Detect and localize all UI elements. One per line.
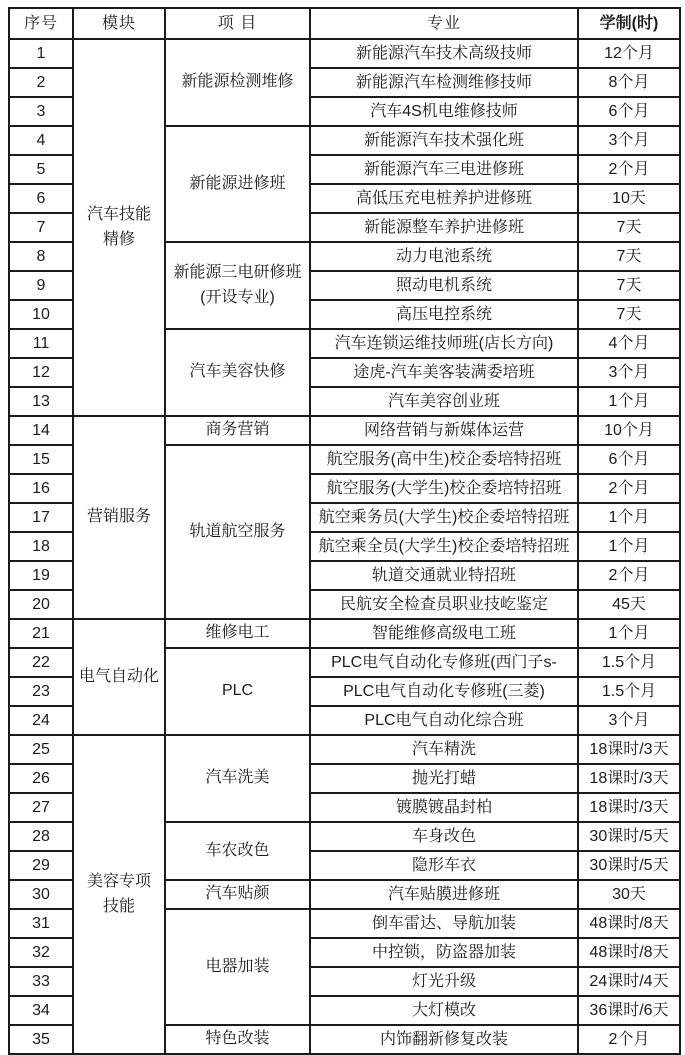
major-cell: 新能源汽车检测维修技师 xyxy=(310,68,578,97)
seq-cell: 32 xyxy=(9,938,73,967)
duration-cell: 1个月 xyxy=(578,387,680,416)
duration-cell: 2个月 xyxy=(578,1025,680,1054)
major-cell: 倒车雷达、导航加装 xyxy=(310,909,578,938)
major-cell: 灯光升级 xyxy=(310,967,578,996)
seq-cell: 19 xyxy=(9,561,73,590)
major-cell: 大灯模改 xyxy=(310,996,578,1025)
major-cell: 轨道交通就业特招班 xyxy=(310,561,578,590)
seq-cell: 33 xyxy=(9,967,73,996)
seq-cell: 25 xyxy=(9,735,73,764)
duration-cell: 7天 xyxy=(578,213,680,242)
duration-cell: 36课时/6天 xyxy=(578,996,680,1025)
duration-cell: 10天 xyxy=(578,184,680,213)
seq-cell: 24 xyxy=(9,706,73,735)
major-cell: 中控锁，防盗器加装 xyxy=(310,938,578,967)
module-cell: 美容专项 技能 xyxy=(73,735,165,1054)
duration-cell: 1个月 xyxy=(578,503,680,532)
duration-cell: 2个月 xyxy=(578,474,680,503)
seq-cell: 1 xyxy=(9,39,73,68)
table-header xyxy=(9,8,680,39)
seq-cell: 28 xyxy=(9,822,73,851)
duration-cell: 8个月 xyxy=(578,68,680,97)
seq-cell: 3 xyxy=(9,97,73,126)
duration-cell: 7天 xyxy=(578,300,680,329)
seq-cell: 22 xyxy=(9,648,73,677)
header-project: 项 目 xyxy=(165,8,310,39)
duration-cell: 48课时/8天 xyxy=(578,938,680,967)
major-cell: 航空乘务员(大学生)校企委培特招班 xyxy=(310,503,578,532)
project-cell: 新能源三电研修班 (开设专业) xyxy=(165,242,310,329)
header-duration: 学制(时) xyxy=(578,8,680,39)
duration-cell: 1.5个月 xyxy=(578,648,680,677)
seq-cell: 16 xyxy=(9,474,73,503)
seq-cell: 13 xyxy=(9,387,73,416)
major-cell: 新能源整车养护进修班 xyxy=(310,213,578,242)
header-module: 模块 xyxy=(73,8,165,39)
seq-cell: 9 xyxy=(9,271,73,300)
project-cell: 维修电工 xyxy=(165,619,310,648)
project-cell: 新能源检测堆修 xyxy=(165,39,310,126)
major-cell: 民航安全检查员职业技屹鉴定 xyxy=(310,590,578,619)
duration-cell: 48课时/8天 xyxy=(578,909,680,938)
seq-cell: 4 xyxy=(9,126,73,155)
duration-cell: 24课时/4天 xyxy=(578,967,680,996)
project-cell: PLC xyxy=(165,648,310,735)
major-cell: 车身改色 xyxy=(310,822,578,851)
seq-cell: 12 xyxy=(9,358,73,387)
header-row xyxy=(9,8,680,39)
duration-cell: 6个月 xyxy=(578,445,680,474)
major-cell: 抛光打蜡 xyxy=(310,764,578,793)
duration-cell: 3个月 xyxy=(578,126,680,155)
major-cell: 网络营销与新媒体运营 xyxy=(310,416,578,445)
table-row xyxy=(9,619,680,648)
course-catalog-table xyxy=(8,7,681,1055)
header-major: 专业 xyxy=(310,8,578,39)
duration-cell: 18课时/3天 xyxy=(578,735,680,764)
major-cell: PLC电气自动化专修班(西门子s- xyxy=(310,648,578,677)
seq-cell: 5 xyxy=(9,155,73,184)
seq-cell: 21 xyxy=(9,619,73,648)
project-cell: 商务营销 xyxy=(165,416,310,445)
module-cell: 营销服务 xyxy=(73,416,165,619)
major-cell: PLC电气自动化综合班 xyxy=(310,706,578,735)
seq-cell: 29 xyxy=(9,851,73,880)
duration-cell: 30天 xyxy=(578,880,680,909)
seq-cell: 23 xyxy=(9,677,73,706)
duration-cell: 6个月 xyxy=(578,97,680,126)
major-cell: 航空服务(高中生)校企委培特招班 xyxy=(310,445,578,474)
project-cell: 电器加装 xyxy=(165,909,310,1025)
seq-cell: 7 xyxy=(9,213,73,242)
table-row xyxy=(9,735,680,764)
seq-cell: 6 xyxy=(9,184,73,213)
seq-cell: 30 xyxy=(9,880,73,909)
seq-cell: 17 xyxy=(9,503,73,532)
major-cell: 新能源汽车技术高级技师 xyxy=(310,39,578,68)
seq-cell: 8 xyxy=(9,242,73,271)
table-row xyxy=(9,416,680,445)
seq-cell: 14 xyxy=(9,416,73,445)
duration-cell: 18课时/3天 xyxy=(578,793,680,822)
seq-cell: 27 xyxy=(9,793,73,822)
project-cell: 汽车洗美 xyxy=(165,735,310,822)
duration-cell: 12个月 xyxy=(578,39,680,68)
project-cell: 车农改色 xyxy=(165,822,310,880)
major-cell: 途虎-汽车美客装满委培班 xyxy=(310,358,578,387)
table-row xyxy=(9,39,680,68)
major-cell: 内饰翻新修复改装 xyxy=(310,1025,578,1054)
duration-cell: 30课时/5天 xyxy=(578,822,680,851)
duration-cell: 3个月 xyxy=(578,358,680,387)
duration-cell: 45天 xyxy=(578,590,680,619)
seq-cell: 11 xyxy=(9,329,73,358)
duration-cell: 10个月 xyxy=(578,416,680,445)
major-cell: 隐形车衣 xyxy=(310,851,578,880)
seq-cell: 34 xyxy=(9,996,73,1025)
duration-cell: 2个月 xyxy=(578,155,680,184)
major-cell: 汽车贴膜进修班 xyxy=(310,880,578,909)
major-cell: 航空服务(大学生)校企委培特招班 xyxy=(310,474,578,503)
project-cell: 特色改装 xyxy=(165,1025,310,1054)
duration-cell: 4个月 xyxy=(578,329,680,358)
project-cell: 轨道航空服务 xyxy=(165,445,310,619)
major-cell: 汽车美容创业班 xyxy=(310,387,578,416)
duration-cell: 7天 xyxy=(578,271,680,300)
major-cell: 智能维修高级电工班 xyxy=(310,619,578,648)
seq-cell: 31 xyxy=(9,909,73,938)
project-cell: 新能源进修班 xyxy=(165,126,310,242)
seq-cell: 2 xyxy=(9,68,73,97)
module-cell: 汽车技能 精修 xyxy=(73,39,165,416)
seq-cell: 26 xyxy=(9,764,73,793)
seq-cell: 18 xyxy=(9,532,73,561)
major-cell: 照动电机系统 xyxy=(310,271,578,300)
project-cell: 汽车贴颜 xyxy=(165,880,310,909)
duration-cell: 30课时/5天 xyxy=(578,851,680,880)
seq-cell: 20 xyxy=(9,590,73,619)
module-cell: 电气自动化 xyxy=(73,619,165,735)
duration-cell: 1个月 xyxy=(578,532,680,561)
table-body xyxy=(9,39,680,1054)
project-cell: 汽车美容快修 xyxy=(165,329,310,416)
duration-cell: 1.5个月 xyxy=(578,677,680,706)
header-seq: 序号 xyxy=(9,8,73,39)
duration-cell: 1个月 xyxy=(578,619,680,648)
major-cell: 汽车4S机电维修技师 xyxy=(310,97,578,126)
major-cell: 汽车连锁运维技师班(店长方向) xyxy=(310,329,578,358)
major-cell: 航空乘全员(大学生)校企委培特招班 xyxy=(310,532,578,561)
major-cell: PLC电气自动化专修班(三菱) xyxy=(310,677,578,706)
major-cell: 动力电池系统 xyxy=(310,242,578,271)
major-cell: 镀膜镀晶封柏 xyxy=(310,793,578,822)
major-cell: 新能源汽车三电进修班 xyxy=(310,155,578,184)
seq-cell: 10 xyxy=(9,300,73,329)
duration-cell: 3个月 xyxy=(578,706,680,735)
duration-cell: 7天 xyxy=(578,242,680,271)
seq-cell: 35 xyxy=(9,1025,73,1054)
major-cell: 新能源汽车技术强化班 xyxy=(310,126,578,155)
seq-cell: 15 xyxy=(9,445,73,474)
major-cell: 高压电控系统 xyxy=(310,300,578,329)
duration-cell: 18课时/3天 xyxy=(578,764,680,793)
duration-cell: 2个月 xyxy=(578,561,680,590)
major-cell: 高低压充电桩养护进修班 xyxy=(310,184,578,213)
major-cell: 汽车精洗 xyxy=(310,735,578,764)
